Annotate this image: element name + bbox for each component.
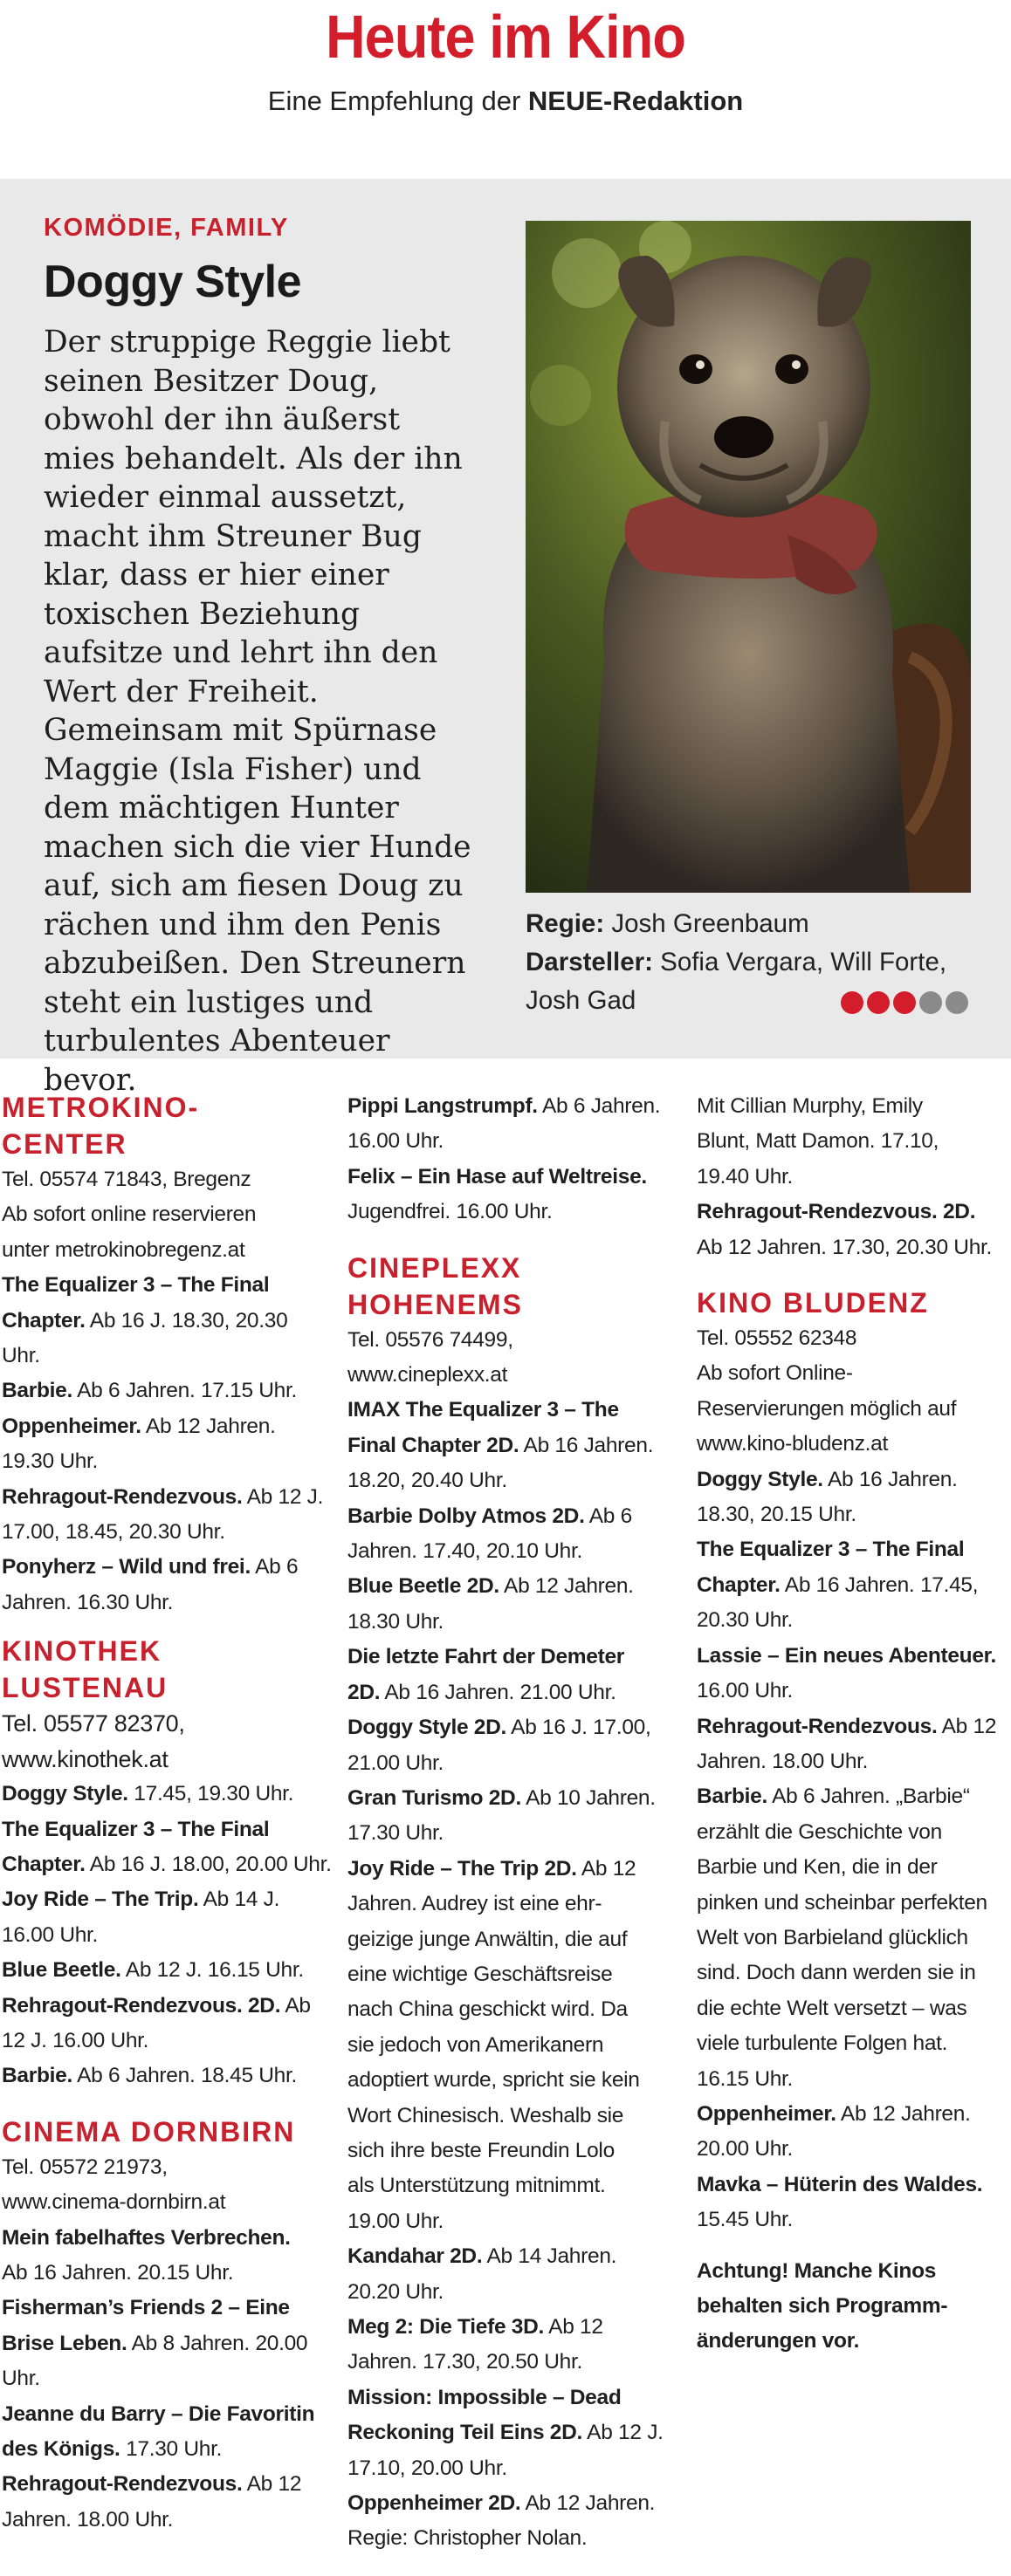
- film-title: IMAX The Equalizer 3 – The: [347, 1398, 619, 1422]
- page-header: [0, 0, 1011, 175]
- film-title: Rehragout-Rendezvous. 2D.: [2, 1993, 281, 2018]
- film-entry: [2, 2059, 334, 2093]
- film-entry: [2, 1374, 334, 1408]
- film-entry: [2, 2432, 334, 2467]
- film-title: Blue Beetle.: [2, 1958, 121, 1983]
- film-details: Ab 10 Jahren.: [520, 1785, 656, 1810]
- text-line: sich ihre beste Freundin Lolo: [347, 2138, 615, 2162]
- film-details: Ab 12 J. 16.15 Uhr.: [120, 1958, 304, 1983]
- film-entry: [2, 1777, 334, 1812]
- film-entry: [697, 1639, 1009, 1674]
- film-title: Chapter.: [697, 1572, 781, 1597]
- text-line: eine wichtige Geschäftsreise: [347, 1962, 613, 1986]
- text-line: Barbie und Ken, die in der: [697, 1855, 938, 1880]
- film-entry: [697, 1532, 1009, 1567]
- film-title: Ponyherz – Wild und frei.: [2, 1555, 251, 1579]
- film-times: 18.30, 20.15 Uhr.: [697, 1503, 856, 1527]
- cast-line: [526, 943, 980, 982]
- cinema-name-line: CINEPLEXX: [347, 1251, 522, 1284]
- director-line: [526, 905, 980, 943]
- text-line: viele turbulente Folgen hat.: [697, 2031, 948, 2056]
- cinema-name-line: KINOTHEK: [2, 1635, 162, 1668]
- film-entry: [697, 2097, 1009, 2132]
- cinema-name-line: METROKINO-: [2, 1092, 200, 1123]
- cast-names: Sofia Vergara, Will Forte,: [660, 948, 947, 976]
- film-title: Doggy Style: [44, 257, 301, 307]
- film-times: 15.45 Uhr.: [697, 2208, 794, 2232]
- film-list: [697, 2097, 1009, 2238]
- director-label: Regie:: [526, 909, 605, 938]
- film-details: 17.45, 19.30 Uhr.: [127, 1782, 294, 1806]
- film-times: Jahren. 17.30, 20.50 Uhr.: [347, 2350, 582, 2374]
- film-times: 21.00 Uhr.: [347, 1750, 444, 1775]
- text-line: Blunt, Matt Damon. 17.10,: [697, 1129, 939, 1154]
- cinema-website: www.cinema-dornbirn.at: [2, 2190, 226, 2215]
- film-entry: [347, 1781, 679, 1816]
- film-title: Chapter.: [2, 1308, 86, 1333]
- film-entry: [2, 2467, 334, 2502]
- cinema-name-kinothek: [2, 1633, 334, 1706]
- film-description: [697, 1089, 1009, 1195]
- film-details: Ab 6 Jahren. 18.45 Uhr.: [72, 2064, 298, 2088]
- film-entry: [697, 1779, 1009, 1814]
- film-title: Rehragout-Rendezvous.: [2, 1484, 243, 1509]
- film-entry: [347, 1160, 679, 1195]
- film-times: 20.20 Uhr.: [347, 2279, 444, 2304]
- film-times: 18.20, 20.40 Uhr.: [347, 1469, 507, 1493]
- film-details: Ab 16 J. 18.00, 20.00 Uhr.: [85, 1852, 332, 1876]
- film-times: Ab 12 Jahren. 17.30, 20.30 Uhr.: [697, 1235, 993, 1259]
- film-entry: [2, 2221, 334, 2256]
- film-still-photo: [526, 221, 971, 893]
- film-title: Rehragout-Rendezvous.: [697, 1714, 938, 1738]
- cinema-name-cinema-dornbirn: CINEMA DORNBIRN: [2, 2115, 296, 2148]
- film-times: Jahren. 16.30 Uhr.: [2, 1590, 174, 1614]
- text-line: als Unterstützung mitnimmt.: [347, 2174, 606, 2198]
- film-list: [347, 1393, 679, 1851]
- film-genre: KOMÖDIE, FAMILY: [44, 214, 289, 242]
- film-times: Uhr.: [2, 2367, 40, 2391]
- film-title: Joy Ride – The Trip.: [2, 1887, 199, 1912]
- film-entry: [2, 2397, 334, 2432]
- film-title: The Equalizer 3 – The Final: [2, 1273, 270, 1298]
- film-title: Rehragout-Rendezvous.: [2, 2472, 243, 2497]
- film-entry: [347, 1393, 679, 1428]
- film-details: Ab 16 Jahren. 17.45,: [780, 1572, 979, 1597]
- film-times: 16.00 Uhr.: [347, 1129, 444, 1154]
- text-line: 19.40 Uhr.: [697, 1164, 794, 1189]
- film-details: Ab 16 Jahren.: [822, 1467, 958, 1491]
- film-description: [697, 1815, 1009, 2097]
- film-title: Doggy Style.: [2, 1782, 128, 1806]
- film-details: 17.30 Uhr.: [120, 2437, 223, 2461]
- film-synopsis: Der struppige Reggie liebt seinen Besitzer Doug, obwohl der ihn äußerst mies behandelt. Als der ihn wieder einmal aussetzt, macht ihm Streuner Bug klar, dass er hier einer toxischen Beziehung aufsitze und lehrt ihn den Wert der Freiheit. Gemeinsam mit Spürnase Maggie (Isla Fisher) und dem mächtigen Hunter machen sich die vier Hunde auf, sich am fiesen Doug zu rächen und ihm den Penis abzubeißen. Den Streunern steht ein lustiges und turbulentes Abenteuer bevor.: [44, 325, 471, 1098]
- cast-line-2: Josh Gad: [526, 986, 636, 1015]
- film-details: Ab 14 Jahren.: [482, 2244, 617, 2269]
- film-entry: [347, 2486, 679, 2521]
- film-details: Ab 12 Jahren.: [836, 2101, 971, 2126]
- film-entry: [347, 2310, 679, 2345]
- cinema-name-cineplexx: [347, 1250, 679, 1323]
- film-times: Jahren. 17.40, 20.10 Uhr.: [347, 1539, 582, 1564]
- film-times: Jugendfrei. 16.00 Uhr.: [347, 1200, 553, 1224]
- film-entry: [2, 1847, 334, 1882]
- rating-dot-filled: [841, 991, 863, 1014]
- cast-label: Darsteller:: [526, 948, 653, 976]
- listings-column-3: [697, 1089, 1009, 2360]
- director-name: Josh Greenbaum: [611, 909, 809, 938]
- film-entry: [2, 1812, 334, 1847]
- film-entry: [2, 1304, 334, 1339]
- film-title: Felix – Ein Hase auf Weltreise.: [347, 1164, 647, 1189]
- rating-dots: [841, 991, 972, 1014]
- film-times: 16.00 Uhr.: [697, 1679, 794, 1703]
- film-title: Brise Leben.: [2, 2331, 127, 2355]
- film-details: Ab 12 J.: [242, 1484, 324, 1509]
- notice-line: änderungen vor.: [697, 2329, 860, 2353]
- film-entry: [2, 1550, 334, 1585]
- film-times: 18.30 Uhr.: [347, 1609, 444, 1634]
- film-title: Reckoning Teil Eins 2D.: [347, 2421, 583, 2445]
- film-title: Fisherman’s Friends 2 – Eine: [2, 2296, 290, 2320]
- page-subtitle: [0, 86, 1011, 117]
- film-entry: [2, 1268, 334, 1303]
- film-title: Lassie – Ein neues Abenteuer.: [697, 1643, 997, 1668]
- film-entry: [697, 1568, 1009, 1603]
- film-title: Oppenheimer 2D.: [347, 2491, 521, 2516]
- film-entry: [2, 2326, 334, 2361]
- film-title: Rehragout-Rendezvous. 2D.: [697, 1200, 976, 1224]
- film-title: Barbie Dolby Atmos 2D.: [347, 1504, 585, 1528]
- cinema-name-line: HOHENEMS: [347, 1288, 523, 1320]
- cinema-website: www.kinothek.at: [2, 1745, 168, 1772]
- film-times: 20.00 Uhr.: [697, 2137, 794, 2162]
- subtitle-editorial: NEUE-Redaktion: [527, 86, 744, 116]
- film-details: Ab 6 Jahren.: [537, 1094, 661, 1118]
- subtitle-prefix: Eine Empfehlung der: [267, 86, 528, 116]
- film-details: Ab 14 J.: [198, 1887, 280, 1912]
- text-line: geizige junge Anwältin, die auf: [347, 1927, 628, 1951]
- film-title: The Equalizer 3 – The Final: [2, 1817, 270, 1841]
- film-title: Mission: Impossible – Dead: [347, 2385, 622, 2409]
- text-line: Wort Chinesisch. Weshalb sie: [347, 2103, 624, 2127]
- film-details: Ab 12 Jahren.: [520, 2491, 656, 2516]
- film-details: Ab 16 Jahren.: [519, 1433, 654, 1457]
- cinema-name-metrokino: [2, 1089, 334, 1162]
- film-times: 17.10, 20.00 Uhr.: [347, 2456, 507, 2480]
- film-list: [2, 1777, 334, 2094]
- film-entry: [347, 1675, 679, 1710]
- film-details: Ab: [280, 1993, 311, 2018]
- film-entry: [347, 1428, 679, 1463]
- film-details: Ab 12: [937, 1714, 997, 1738]
- cinema-phone: Tel. 05577 82370,: [2, 1710, 185, 1737]
- rating-dot-filled: [893, 991, 916, 1014]
- film-entry: [697, 2168, 1009, 2203]
- film-description: [347, 1887, 679, 2239]
- film-entry: [697, 1463, 1009, 1497]
- cinema-website: www.cineplexx.at: [347, 1363, 508, 1387]
- text-line: Welt von Barbieland glücklich: [697, 1925, 968, 1949]
- film-title: 2D.: [347, 1680, 381, 1704]
- film-times: Jahren. 18.00 Uhr.: [2, 2507, 174, 2531]
- film-details: Ab 6: [584, 1504, 632, 1528]
- film-details: Ab 16 J. 18.30, 20.30: [85, 1308, 288, 1333]
- film-details: Ab 12 J.: [582, 2421, 664, 2445]
- film-details: Ab 12 Jahren.: [499, 1574, 634, 1599]
- cinema-name-line: CENTER: [2, 1128, 127, 1160]
- film-entry: [347, 1852, 679, 1887]
- film-entry: [2, 1882, 334, 1917]
- film-entry: [347, 2381, 679, 2415]
- film-title: Barbie.: [2, 2064, 72, 2088]
- cinema-name-kino-bludenz: KINO BLUDENZ: [697, 1287, 929, 1319]
- film-details: Ab 16 Jahren. 21.00 Uhr.: [380, 1680, 616, 1704]
- cinema-note: Ab sofort Online-: [697, 1361, 853, 1386]
- text-line: erzählt die Geschichte von: [697, 1819, 942, 1844]
- film-entry: [347, 1499, 679, 1534]
- text-line: nach China geschickt wird. Da: [347, 1997, 628, 2022]
- film-times: Ab 16 Jahren. 20.15 Uhr.: [2, 2260, 234, 2285]
- cinema-phone: Tel. 05576 74499,: [347, 1327, 513, 1352]
- film-details: Ab 6 Jahren. „Barbie“: [767, 1785, 970, 1809]
- program-change-notice: [697, 2254, 1009, 2360]
- film-title: Kandahar 2D.: [347, 2244, 483, 2269]
- film-title: Oppenheimer.: [697, 2101, 836, 2126]
- film-title: Joy Ride – The Trip 2D.: [347, 1856, 577, 1881]
- film-entry: [347, 1569, 679, 1604]
- film-times: Regie: Christopher Nolan.: [347, 2526, 588, 2551]
- cinema-name-line: LUSTENAU: [2, 1672, 168, 1704]
- notice-line: behalten sich Programm-: [697, 2294, 948, 2318]
- text-line: sind. Doch dann werden sie in: [697, 1961, 976, 1985]
- film-title: Barbie.: [2, 1379, 72, 1403]
- film-details: Ab 6: [250, 1555, 299, 1579]
- cinema-phone: Tel. 05574 71843, Bregenz: [2, 1168, 251, 1191]
- page-title: Heute im Kino: [326, 3, 685, 71]
- listings-column-1: [2, 1089, 334, 2538]
- film-title: Final Chapter 2D.: [347, 1433, 519, 1457]
- film-details: Ab 12 Jahren.: [141, 1414, 276, 1438]
- film-list: [2, 1268, 334, 1620]
- film-times: 20.30 Uhr.: [697, 1608, 794, 1633]
- text-line: 16.15 Uhr.: [697, 2066, 794, 2091]
- film-list: [347, 2239, 679, 2557]
- film-title: The Equalizer 3 – The Final: [697, 1538, 965, 1562]
- text-line: 19.00 Uhr.: [347, 2209, 444, 2233]
- film-entry: [2, 1480, 334, 1515]
- film-times: Jahren. 18.00 Uhr.: [697, 1749, 869, 1773]
- text-line: die echte Welt versetzt – was: [697, 1996, 967, 2020]
- rating-dot-filled: [867, 991, 890, 1014]
- film-times: 17.00, 18.45, 20.30 Uhr.: [2, 1520, 225, 1545]
- cinema-note: Reservierungen möglich auf: [697, 1396, 957, 1421]
- film-title: Die letzte Fahrt der Demeter: [347, 1645, 625, 1669]
- rating-dot-empty: [946, 991, 968, 1014]
- film-details: Ab 12: [576, 1856, 636, 1881]
- featured-film-box: [0, 179, 1011, 1098]
- film-entry: [697, 1195, 1009, 1230]
- film-list: [697, 1463, 1009, 1780]
- cinema-phone: Tel. 05552 62348: [697, 1326, 857, 1351]
- film-title: des Königs.: [2, 2437, 120, 2461]
- film-title: Pippi Langstrumpf.: [347, 1094, 538, 1118]
- rating-dot-empty: [919, 991, 942, 1014]
- text-line: adoptiert wurde, spricht sie kein: [347, 2068, 640, 2093]
- film-entry: [347, 1710, 679, 1745]
- film-times: Uhr.: [2, 1344, 40, 1368]
- film-entry: [2, 1409, 334, 1444]
- film-list: [2, 2221, 334, 2538]
- film-entry: [697, 1709, 1009, 1744]
- film-entry: [2, 2291, 334, 2326]
- film-times: 19.30 Uhr.: [2, 1449, 99, 1474]
- film-entry: [2, 1989, 334, 2024]
- film-times: 17.30 Uhr.: [347, 1821, 444, 1846]
- film-title: Meg 2: Die Tiefe 3D.: [347, 2315, 545, 2339]
- film-title: Blue Beetle 2D.: [347, 1574, 499, 1599]
- film-details: Ab 6 Jahren. 17.15 Uhr.: [72, 1379, 298, 1403]
- film-title: Barbie.: [697, 1785, 767, 1809]
- listings-column-2: [347, 1089, 679, 2557]
- film-title: Doggy Style 2D.: [347, 1716, 507, 1740]
- cinema-phone: Tel. 05572 21973,: [2, 2155, 168, 2179]
- film-title: Chapter.: [2, 1852, 86, 1876]
- film-entry: [347, 1640, 679, 1675]
- film-entry: [347, 2415, 679, 2450]
- film-title: Oppenheimer.: [2, 1414, 141, 1438]
- cinema-note: Ab sofort online reservieren: [2, 1202, 257, 1227]
- notice-line: Achtung! Manche Kinos: [697, 2258, 937, 2283]
- film-details: Ab 16 J. 17.00,: [506, 1716, 651, 1740]
- text-line: sie jedoch von Amerikanern: [347, 2032, 604, 2057]
- film-entry: [347, 1089, 679, 1124]
- film-details: Ab 12: [242, 2472, 302, 2497]
- film-title: Doggy Style.: [697, 1467, 823, 1491]
- film-title: Jeanne du Barry – Die Favoritin: [2, 2401, 315, 2426]
- film-title: Mavka – Hüterin des Waldes.: [697, 2172, 983, 2196]
- film-title: Gran Turismo 2D.: [347, 1785, 521, 1810]
- text-line: Mit Cillian Murphy, Emily: [697, 1094, 923, 1118]
- cinema-note: unter metrokinobregenz.at: [2, 1237, 245, 1262]
- film-entry: [347, 2239, 679, 2274]
- text-line: Jahren. Audrey ist eine ehr-: [347, 1892, 602, 1916]
- film-entry: [2, 1953, 334, 1988]
- cinema-website: www.kino-bludenz.at: [697, 1432, 888, 1456]
- film-times: 16.00 Uhr.: [2, 1922, 99, 1947]
- dog-image: [526, 221, 971, 893]
- film-details: Ab 12: [544, 2315, 603, 2339]
- film-title: Mein fabelhaftes Verbrechen.: [2, 2225, 291, 2250]
- text-line: pinken und scheinbar perfekten: [697, 1890, 987, 1915]
- film-times: 12 J. 16.00 Uhr.: [2, 2028, 149, 2052]
- film-details: Ab 8 Jahren. 20.00: [127, 2331, 308, 2355]
